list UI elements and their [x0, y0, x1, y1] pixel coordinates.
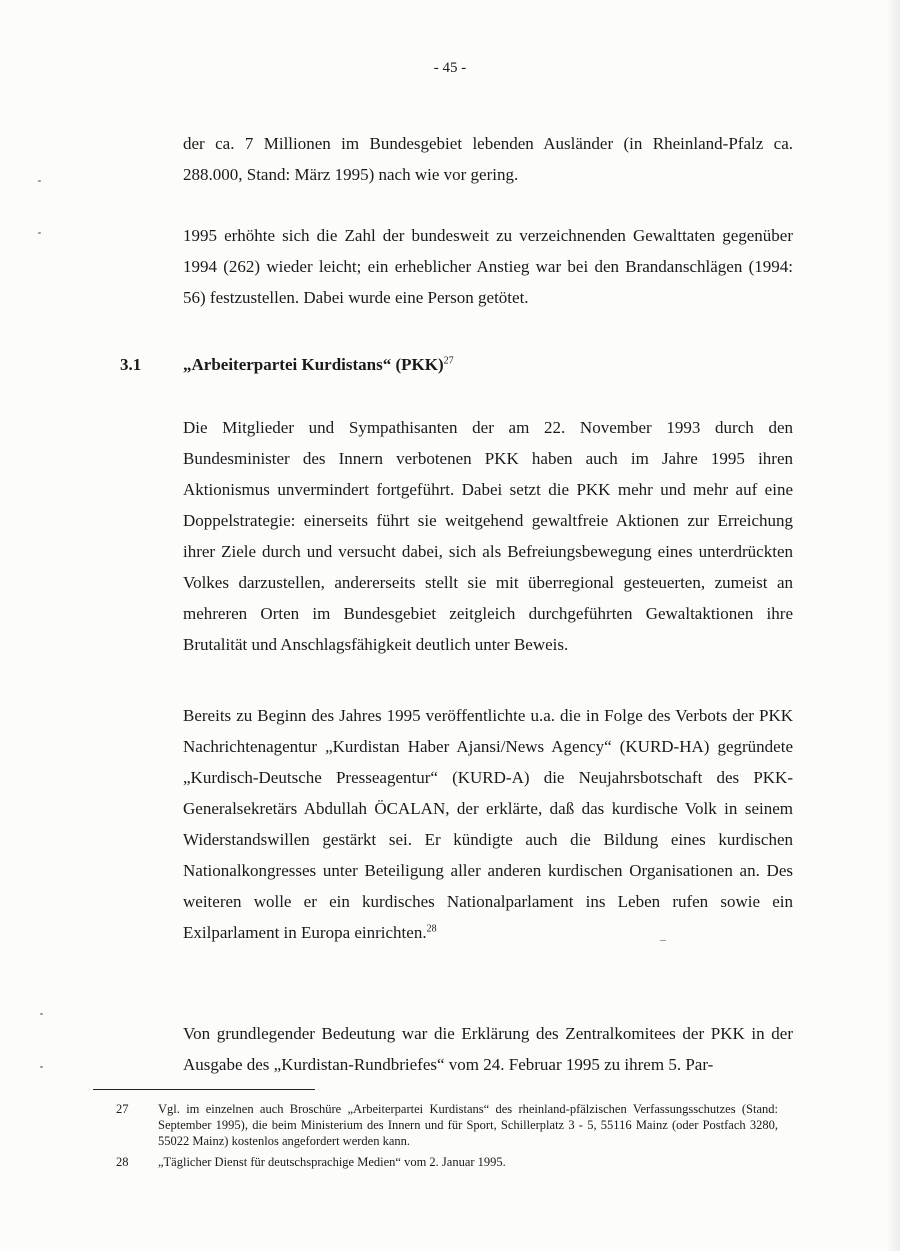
page-number: - 45 -: [433, 60, 467, 76]
scan-speck: [40, 1013, 43, 1015]
paragraph: [183, 412, 793, 660]
scan-speck: [38, 232, 41, 234]
scan-speck: [660, 940, 666, 941]
paragraph: [183, 128, 793, 190]
footnote-reference: 28: [426, 923, 437, 935]
paragraph: [183, 1018, 793, 1080]
paragraph-text: Von grundlegender Bedeutung war die Erklärung des Zentralkomitees der PKK in der Ausgabe des „Kurdistan-Rundbriefes“ vom 24. Februar 1995 zu ihrem 5. Par-: [183, 1024, 793, 1074]
section-title: „Arbeiterpartei Kurdistans“ (PKK): [183, 355, 444, 374]
paragraph-text: Bereits zu Beginn des Jahres 1995 veröffentlichte u.a. die in Folge des Verbots der PKK Nachrichtenagentur „Kurdistan Haber Ajansi/News Agency“ (KURD-HA) gegründete „Kurdisch-Deutsche Presseagentur“ (KURD-A) die Neujahrsbotschaft des PKK-Generalsekretärs Abdullah ÖCALAN, der erklärte, daß das kurdische Volk in seinem Widerstandswillen gestärkt sei. Er kündigte auch die Bildung eines kurdischen Nationalkongresses unter Beteiligung aller anderen kurdischen Organisationen an. Des weiteren wolle er ein kurdisches Nationalparlament ins Leben rufen sowie ein Exilparlament in Europa einrichten.: [183, 706, 793, 942]
paragraph-text: 1995 erhöhte sich die Zahl der bundesweit zu verzeichnenden Gewalttaten gegenüber 1994 (262) wieder leicht; ein erheblicher Anstieg war bei den Brandanschlägen (1994: 56) festzustellen. Dabei wurde eine Person getötet.: [183, 226, 793, 307]
footnote-number: 27: [116, 1102, 129, 1116]
footnote-text: „Täglicher Dienst für deutschsprachige Medien“ vom 2. Januar 1995.: [158, 1155, 506, 1169]
scan-speck: [38, 180, 41, 182]
section-heading: [120, 355, 454, 375]
paragraph-text: Die Mitglieder und Sympathisanten der am 22. November 1993 durch den Bundesminister des Innern verbotenen PKK haben auch im Jahre 1995 ihren Aktionismus unvermindert fortgeführt. Dabei setzt die PKK mehr und mehr auf eine Doppelstrategie: einerseits führt sie weitgehend gewaltfreie Aktionen zur Erreichung ihrer Ziele durch und versucht dabei, sich als Befreiungsbewegung eines unterdrückten Volkes darzustellen, andererseits stellt sie mit überregional gesteuerten, zumeist an mehreren Orten im Bundesgebiet zeitgleich durchgeführten Gewaltaktionen ihre Brutalität und Anschlagsfähigkeit deutlich unter Beweis.: [183, 418, 793, 654]
scan-edge-shadow: [886, 0, 900, 1251]
paragraph: [183, 700, 793, 948]
footnote-divider: [93, 1089, 315, 1090]
footnote-text: Vgl. im einzelnen auch Broschüre „Arbeiterpartei Kurdistans“ des rheinland-pfälzischen Verfassungsschutzes (Stand: September 1995), die beim Ministerium des Innern und für Sport, Schillerplatz 3 - 5, 55116 Mainz (oder Postfach 3280, 55022 Mainz) kostenlos angefordert werden kann.: [158, 1102, 778, 1148]
scan-speck: [40, 1066, 43, 1068]
paragraph: [183, 220, 793, 313]
footnote-reference: 27: [443, 355, 454, 367]
section-number: 3.1: [120, 355, 142, 374]
paragraph-text: der ca. 7 Millionen im Bundesgebiet lebenden Ausländer (in Rheinland-Pfalz ca. 288.000, Stand: März 1995) nach wie vor gering.: [183, 134, 793, 184]
paragraph-content: [183, 700, 793, 948]
footnote-number: 28: [116, 1155, 129, 1169]
